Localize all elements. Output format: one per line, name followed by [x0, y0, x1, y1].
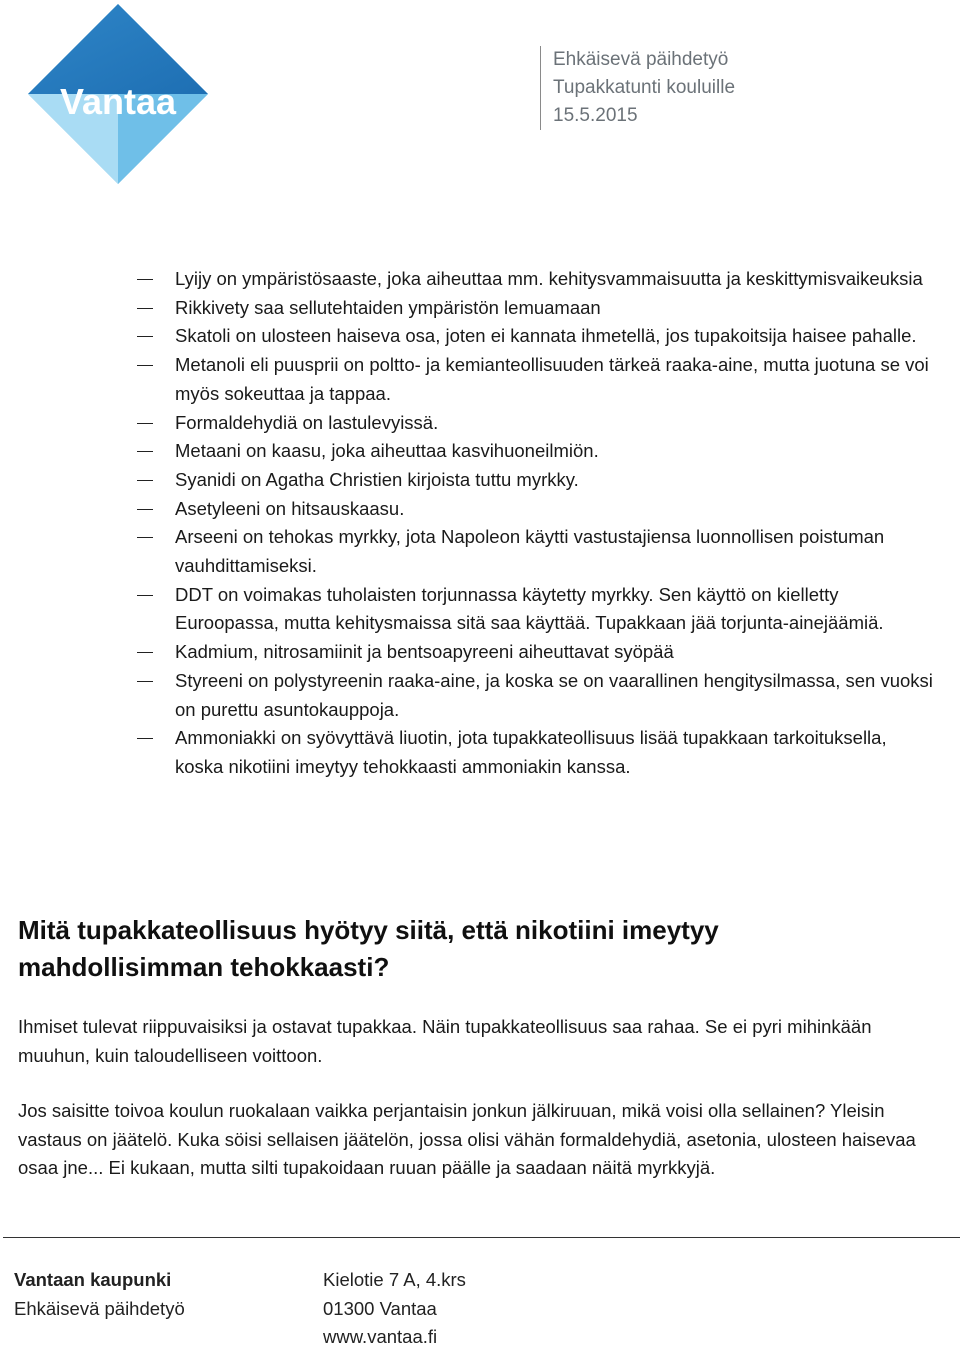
header-department: Ehkäisevä päihdetyö	[553, 49, 729, 70]
header-date: 15.5.2015	[553, 105, 638, 126]
list-item: Formaldehydiä on lastulevyissä.	[137, 409, 937, 438]
list-item: Rikkivety saa sellutehtaiden ympäristön lemuamaan	[137, 294, 937, 323]
list-item: Arseeni on tehokas myrkky, jota Napoleon käytti vastustajiensa luonnollisen poistuman vauhdittamiseksi.	[137, 523, 937, 580]
list-item: Kadmium, nitrosamiinit ja bentsoapyreeni aiheuttavat syöpää	[137, 638, 937, 667]
footer-street: Kielotie 7 A, 4.krs	[323, 1269, 466, 1290]
paragraph-2: Jos saisitte toivoa koulun ruokalaan vaikka perjantaisin jonkun jälkiruuan, mikä voisi olla sellainen? Yleisin vastaus on jäätelö. Kuka söisi sellaisen jäätelön, jossa olisi vähän formaldehydiä, asetonia, ulosteen haisevaa osaa jne... Ei kukaan, mutta silti tupakoidaan ruuan päälle ja saadaan näitä myrkkyjä.	[18, 1100, 916, 1178]
list-item: Skatoli on ulosteen haiseva osa, joten ei kannata ihmetellä, jos tupakoitsija haisee pahalle.	[137, 322, 937, 351]
footer-department: Ehkäisevä päihdetyö	[14, 1297, 185, 1319]
list-item: Ammoniakki on syövyttävä liuotin, jota tupakkateollisuus lisää tupakkaan tarkoituksella, koska nikotiini imeytyy tehokkaasti ammoniakin kanssa.	[137, 724, 937, 781]
list-item: Syanidi on Agatha Christien kirjoista tuttu myrkky.	[137, 466, 937, 495]
header-title: Tupakkatunti kouluille	[553, 77, 736, 98]
document-header-info	[540, 46, 735, 130]
footer-city: 01300 Vantaa	[323, 1297, 437, 1319]
list-item: Lyijy on ympäristösaaste, joka aiheuttaa mm. kehitysvammaisuutta ja keskittymisvaikeuksia	[137, 265, 937, 294]
footer-organization	[14, 1266, 185, 1323]
list-item: Asetyleeni on hitsauskaasu.	[137, 495, 937, 524]
footer-address	[323, 1266, 466, 1352]
list-item: Metanoli eli puusprii on poltto- ja kemianteollisuuden tärkeä raaka-aine, mutta juotuna se voi myös sokeuttaa ja tappaa.	[137, 351, 937, 408]
list-item: Styreeni on polystyreenin raaka-aine, ja koska se on vaarallinen hengitysilmassa, sen vuoksi on purettu asuntokauppoja.	[137, 667, 937, 724]
toxin-bullet-list	[137, 265, 937, 782]
section-heading: Mitä tupakkateollisuus hyötyy siitä, että nikotiini imeytyy mahdollisimman tehokkaasti?	[18, 915, 719, 982]
list-item: DDT on voimakas tuholaisten torjunnassa käytetty myrkky. Sen käyttö on kielletty Euroopassa, mutta kehitysmaissa sitä saa käyttää. Tupakkaan jää torjunta-ainejäämiä.	[137, 581, 937, 638]
logo-diamond-icon	[28, 4, 208, 184]
paragraph-1: Ihmiset tulevat riippuvaisiksi ja ostavat tupakkaa. Näin tupakkateollisuus saa rahaa. Se ei pyri mihinkään muuhun, kuin taloudelliseen voittoon.	[18, 1016, 872, 1066]
footer-org-name: Vantaan kaupunki	[14, 1269, 172, 1290]
footer-website-link[interactable]: www.vantaa.fi	[323, 1326, 438, 1347]
vantaa-logo	[28, 4, 208, 184]
footer-divider	[3, 1237, 960, 1238]
list-item: Metaani on kaasu, joka aiheuttaa kasvihuoneilmiön.	[137, 437, 937, 466]
svg-text:Vantaa: Vantaa	[59, 81, 177, 122]
